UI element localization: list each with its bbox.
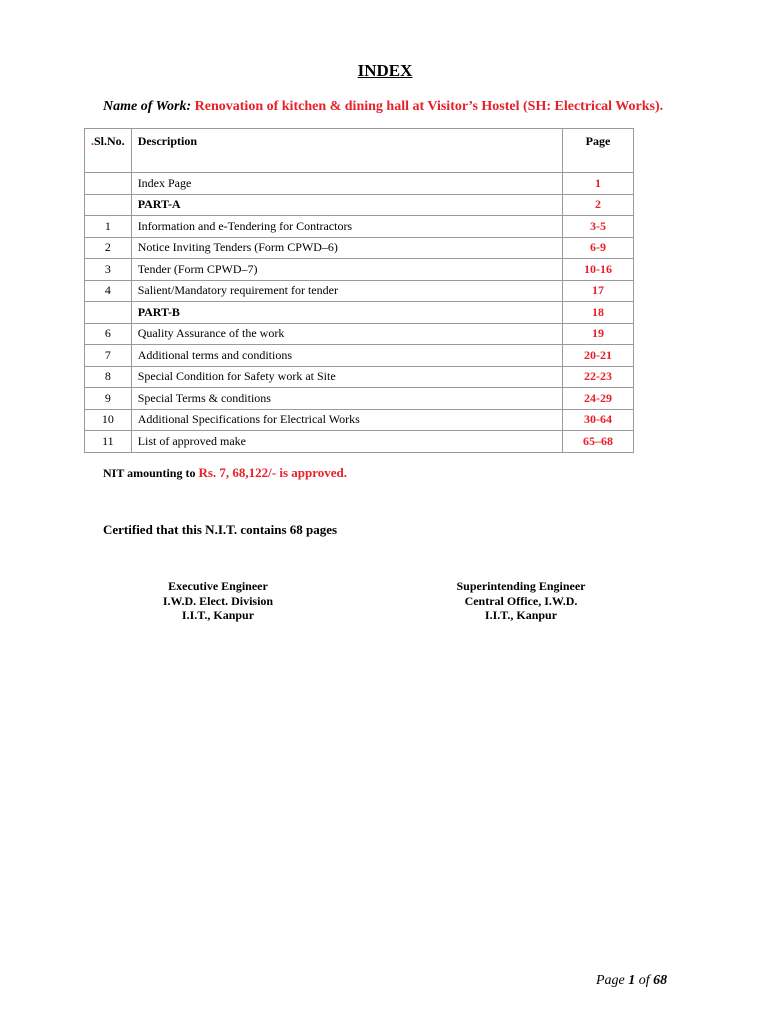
row-sl: 6 bbox=[85, 323, 132, 345]
row-page: 1 bbox=[563, 173, 634, 195]
row-description: Tender (Form CPWD–7) bbox=[131, 259, 562, 281]
row-page: 3-5 bbox=[563, 216, 634, 238]
signature-right bbox=[421, 579, 621, 623]
signature-right-line: Superintending Engineer bbox=[456, 579, 586, 593]
table-row bbox=[85, 409, 634, 431]
row-sl: 11 bbox=[85, 431, 132, 453]
footer-total-pages: 68 bbox=[653, 973, 668, 988]
footer-of: of bbox=[638, 973, 650, 988]
work-value: Renovation of kitchen & dining hall at Visitor’s Hostel (SH: Electrical Works). bbox=[194, 99, 664, 114]
row-description: Special Terms & conditions bbox=[131, 388, 562, 410]
table-row bbox=[85, 194, 634, 216]
row-page: 19 bbox=[563, 323, 634, 345]
row-sl: 10 bbox=[85, 409, 132, 431]
row-sl: 3 bbox=[85, 259, 132, 281]
table-row bbox=[85, 366, 634, 388]
row-page: 10-16 bbox=[563, 259, 634, 281]
row-description: PART-A bbox=[131, 194, 562, 216]
table-row bbox=[85, 302, 634, 324]
row-description: List of approved make bbox=[131, 431, 562, 453]
row-description: Special Condition for Safety work at Site bbox=[131, 366, 562, 388]
row-sl: 9 bbox=[85, 388, 132, 410]
certification-text: Certified that this N.I.T. contains 68 pages bbox=[103, 522, 338, 537]
table-row bbox=[85, 237, 634, 259]
signature-left bbox=[118, 579, 318, 623]
row-sl: 4 bbox=[85, 280, 132, 302]
row-page: 30-64 bbox=[563, 409, 634, 431]
row-description: Additional terms and conditions bbox=[131, 345, 562, 367]
row-sl: 2 bbox=[85, 237, 132, 259]
work-label: Name of Work: bbox=[103, 99, 192, 114]
row-page: 18 bbox=[563, 302, 634, 324]
signature-left-line: I.W.D. Elect. Division bbox=[162, 593, 274, 608]
nit-amount: Rs. 7, 68,122/- is approved. bbox=[198, 465, 348, 480]
row-description: Salient/Mandatory requirement for tender bbox=[131, 280, 562, 302]
row-sl bbox=[85, 194, 132, 216]
row-page: 6-9 bbox=[563, 237, 634, 259]
row-page: 22-23 bbox=[563, 366, 634, 388]
row-page: 65–68 bbox=[563, 431, 634, 453]
table-row bbox=[85, 388, 634, 410]
table-row bbox=[85, 216, 634, 238]
row-page: 17 bbox=[563, 280, 634, 302]
page-title: INDEX bbox=[357, 61, 413, 80]
row-description: Information and e-Tendering for Contractors bbox=[131, 216, 562, 238]
table-row bbox=[85, 173, 634, 195]
signature-left-line: Executive Engineer bbox=[168, 579, 268, 593]
signature-right-line: I.I.T., Kanpur bbox=[484, 608, 558, 622]
footer-current-page: 1 bbox=[628, 973, 636, 988]
table-row bbox=[85, 280, 634, 302]
row-sl: 8 bbox=[85, 366, 132, 388]
row-description: PART-B bbox=[131, 302, 562, 324]
row-sl bbox=[85, 173, 132, 195]
name-of-work bbox=[103, 99, 663, 115]
signature-right-line: Central Office, I.W.D. bbox=[464, 593, 578, 608]
row-sl: 7 bbox=[85, 345, 132, 367]
table-row bbox=[85, 259, 634, 281]
header-page: Page bbox=[563, 129, 634, 173]
nit-prefix: NIT amounting to bbox=[103, 466, 196, 480]
row-sl bbox=[85, 302, 132, 324]
row-page: 2 bbox=[563, 194, 634, 216]
bullet-dot-icon: . bbox=[91, 134, 94, 148]
page-footer bbox=[596, 973, 667, 989]
row-description: Index Page bbox=[131, 173, 562, 195]
row-sl: 1 bbox=[85, 216, 132, 238]
row-page: 24-29 bbox=[563, 388, 634, 410]
header-sl-label: Sl.No. bbox=[94, 134, 125, 148]
table-header-row bbox=[85, 129, 634, 173]
header-sl bbox=[85, 129, 132, 173]
row-description: Additional Specifications for Electrical Works bbox=[131, 409, 562, 431]
footer-page-label: Page bbox=[596, 973, 625, 988]
table-row bbox=[85, 431, 634, 453]
table-row bbox=[85, 323, 634, 345]
table-row bbox=[85, 345, 634, 367]
row-description: Quality Assurance of the work bbox=[131, 323, 562, 345]
nit-approval bbox=[103, 465, 347, 481]
signature-left-line: I.I.T., Kanpur bbox=[181, 608, 255, 622]
row-description: Notice Inviting Tenders (Form CPWD–6) bbox=[131, 237, 562, 259]
index-table bbox=[84, 128, 634, 453]
header-description: Description bbox=[131, 129, 562, 173]
row-page: 20-21 bbox=[563, 345, 634, 367]
